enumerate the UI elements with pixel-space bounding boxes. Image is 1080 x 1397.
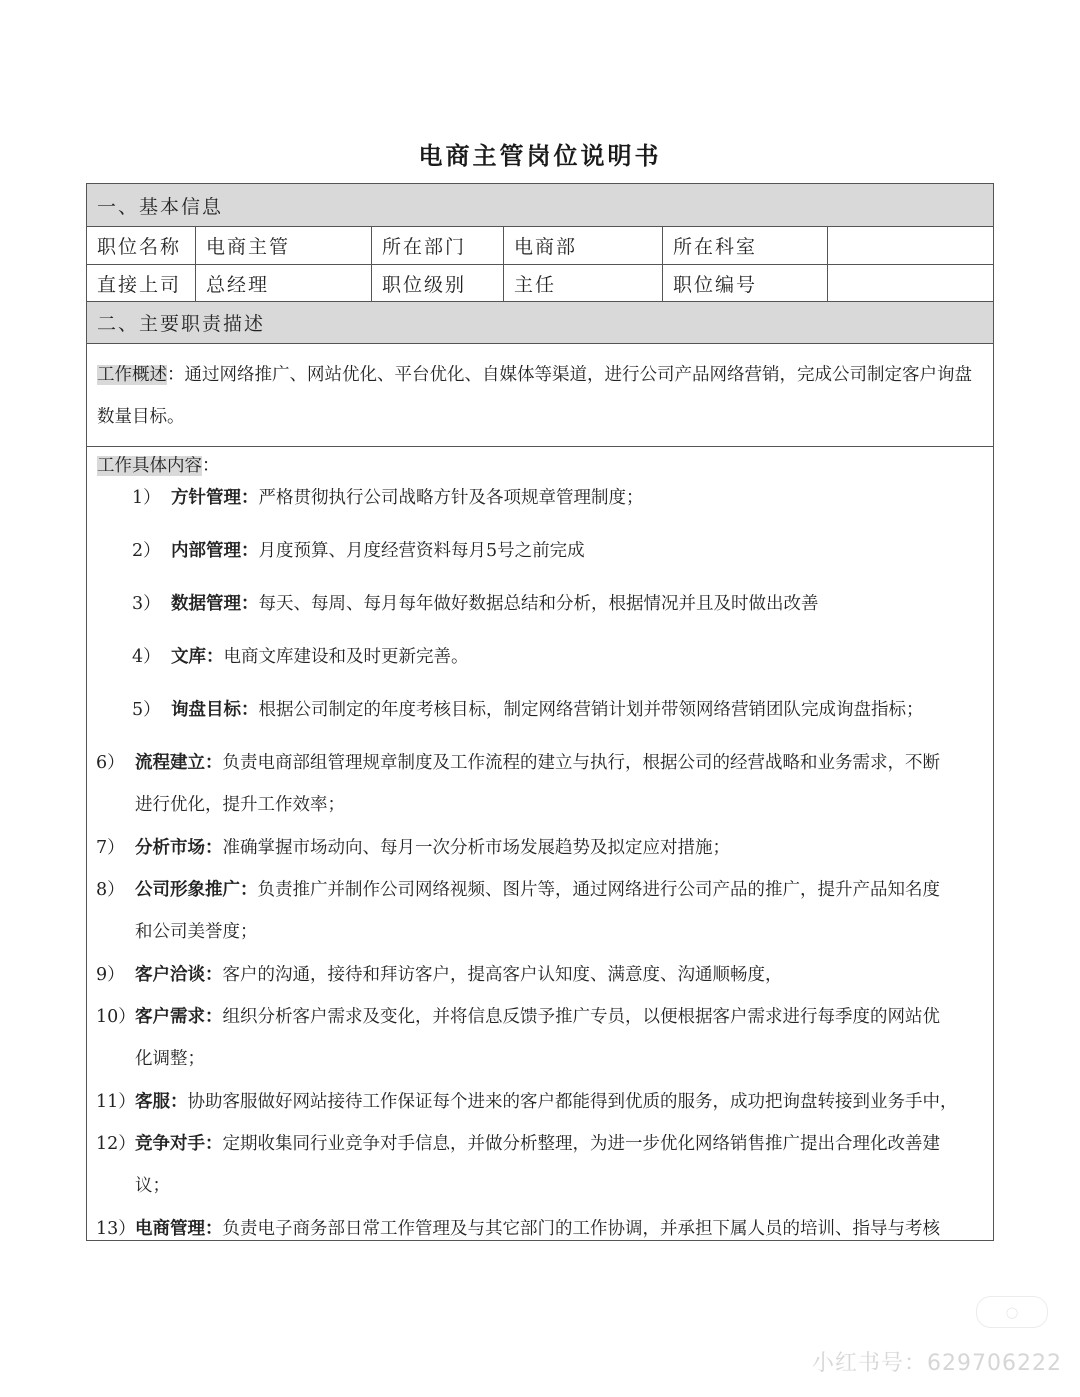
- duty-number: 12）: [96, 1134, 136, 1154]
- info-cell: [828, 227, 993, 264]
- info-cell: 主任: [504, 265, 663, 301]
- duty-number: 13）: [96, 1219, 136, 1239]
- info-cell: 职位编号: [663, 265, 828, 301]
- duty-text: 协助客服做好网站接待工作保证每个进来的客户都能得到优质的服务，成功把询盘转接到业务手中，: [187, 1092, 958, 1112]
- work-content: [87, 447, 993, 1242]
- duty-text: 严格贯彻执行公司战略方针及各项规章管理制度；: [258, 488, 644, 508]
- duty-text: 负责电商部组管理规章制度及工作流程的建立与执行，根据公司的经营战略和业务需求，不断: [222, 753, 940, 773]
- info-row-2: [87, 265, 993, 302]
- duty-number: 7）: [96, 838, 125, 858]
- duty-line: [135, 1038, 205, 1080]
- duty-line: [171, 583, 819, 625]
- duty-title: 数据管理：: [171, 594, 259, 614]
- duty-line: [171, 477, 644, 519]
- duty-text: 议；: [135, 1176, 170, 1196]
- duty-text: 根据公司制定的年度考核目标，制定网络营销计划并带领网络营销团队完成询盘指标；: [258, 700, 924, 720]
- duty-number: 11）: [96, 1092, 136, 1112]
- duty-number: 1）: [132, 488, 161, 508]
- duty-number: 10）: [96, 1007, 136, 1027]
- duty-title: 流程建立：: [135, 753, 223, 773]
- info-cell: 职位级别: [372, 265, 504, 301]
- duty-title: 内部管理：: [171, 541, 259, 561]
- duty-title: 分析市场：: [135, 838, 223, 858]
- duty-text: 每天、每周、每月每年做好数据总结和分析，根据情况并且及时做出改善: [258, 594, 819, 614]
- duty-text: 电商文库建设和及时更新完善。: [223, 647, 469, 667]
- content-colon: ：: [202, 456, 220, 476]
- info-cell: 所在部门: [372, 227, 504, 264]
- job-description-table: [86, 183, 994, 1241]
- duty-text: 客户的沟通，接待和拜访客户，提高客户认知度、满意度、沟通顺畅度，: [222, 965, 783, 985]
- duty-title: 客户需求：: [135, 1007, 223, 1027]
- duty-number: 5）: [132, 700, 161, 720]
- duty-text: 定期收集同行业竞争对手信息，并做分析整理，为进一步优化网络销售推广提出合理化改善建: [222, 1134, 940, 1154]
- duty-line: [171, 636, 469, 678]
- duty-text: 化调整；: [135, 1049, 205, 1069]
- duty-title: 客服：: [135, 1092, 188, 1112]
- duty-number: 4）: [132, 647, 161, 667]
- duty-line: [135, 827, 730, 869]
- duty-text: 负责推广并制作公司网络视频、图片等，通过网络进行公司产品的推广，提升产品知名度: [257, 880, 940, 900]
- watermark: 小红书号：629706222: [812, 1351, 1062, 1376]
- info-cell: 所在科室: [663, 227, 828, 264]
- duty-line: [135, 784, 345, 826]
- duty-title: 竞争对手：: [135, 1134, 223, 1154]
- work-overview: [87, 344, 993, 447]
- duty-line: [135, 1123, 940, 1165]
- info-cell: 电商部: [504, 227, 663, 264]
- content-label: 工作具体内容: [97, 456, 202, 476]
- page-title: 电商主管岗位说明书: [418, 142, 662, 170]
- section-duties: 二、主要职责描述: [87, 302, 993, 344]
- info-row-1: [87, 227, 993, 265]
- duty-line: [135, 742, 940, 784]
- duty-text: 准确掌握市场动向、每月一次分析市场发展趋势及拟定应对措施；: [222, 838, 730, 858]
- duty-line: [135, 911, 258, 953]
- duty-title: 电商管理：: [135, 1219, 223, 1239]
- duty-line: [135, 1081, 958, 1123]
- info-cell: 直接上司: [87, 265, 196, 301]
- duty-title: 文库：: [171, 647, 224, 667]
- logo-mark-icon: ◯: [976, 1296, 1048, 1328]
- duty-number: 2）: [132, 541, 161, 561]
- duty-number: 9）: [96, 965, 125, 985]
- duty-line: [171, 689, 924, 731]
- duty-text: 组织分析客户需求及变化，并将信息反馈予推广专员，以便根据客户需求进行每季度的网站优: [222, 1007, 940, 1027]
- duty-line: [135, 1165, 170, 1207]
- info-cell: [828, 265, 993, 301]
- duty-text: 进行优化，提升工作效率；: [135, 795, 345, 815]
- info-cell: 职位名称: [87, 227, 196, 264]
- duty-line: [135, 869, 940, 911]
- duty-text: 月度预算、月度经营资料每月5号之前完成: [258, 541, 585, 561]
- duty-number: 6）: [96, 753, 125, 773]
- duty-title: 客户洽谈：: [135, 965, 223, 985]
- info-cell: 总经理: [196, 265, 372, 301]
- duty-text: 和公司美誉度；: [135, 922, 258, 942]
- info-cell: 电商主管: [196, 227, 372, 264]
- duty-number: 3）: [132, 594, 161, 614]
- duty-title: 询盘目标：: [171, 700, 259, 720]
- overview-text: ：通过网络推广、网站优化、平台优化、自媒体等渠道，进行公司产品网络营销，完成公司制定客户询盘数量目标。: [97, 365, 972, 427]
- section-basic-info: 一、基本信息: [87, 184, 993, 227]
- duty-line: [171, 530, 585, 572]
- duty-title: 公司形象推广：: [135, 880, 258, 900]
- duty-line: [135, 996, 940, 1038]
- duty-title: 方针管理：: [171, 488, 259, 508]
- overview-label: 工作概述: [97, 365, 167, 385]
- duty-text: 负责电子商务部日常工作管理及与其它部门的工作协调，并承担下属人员的培训、指导与考核: [222, 1219, 940, 1239]
- duty-line: [135, 954, 783, 996]
- duty-line: [135, 1208, 940, 1250]
- duty-number: 8）: [96, 880, 125, 900]
